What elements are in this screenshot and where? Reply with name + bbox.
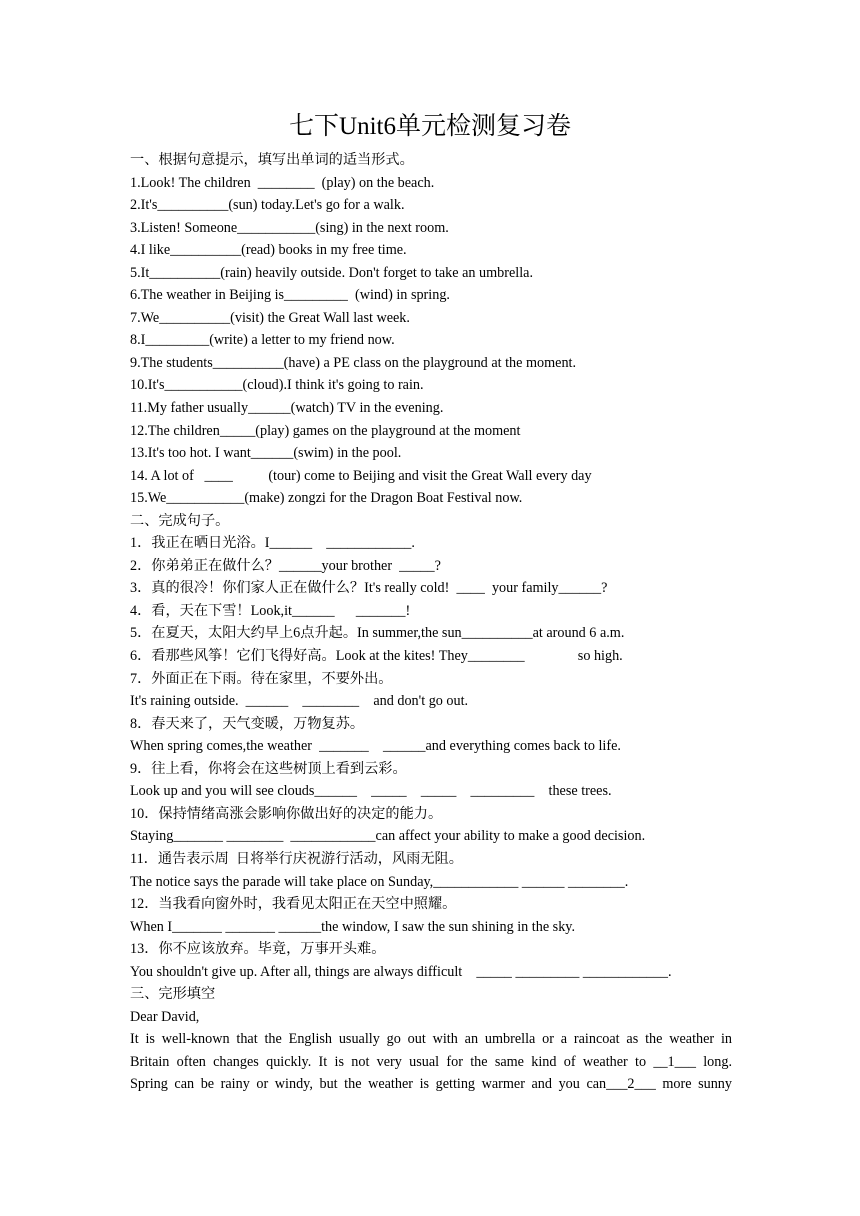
text-line: 2.It's__________(sun) today.Let's go for a walk. xyxy=(130,197,405,214)
text-line: 11.My father usually______(watch) TV in the evening. xyxy=(130,400,444,417)
text-line: 15.We___________(make) zongzi for the Dragon Boat Festival now. xyxy=(130,490,523,507)
text-line: Britain often changes quickly. It is not very usual for the same kind of weather to __1___ long. xyxy=(130,1053,732,1070)
text-line: 11．通告表示周 日将举行庆祝游行活动，风雨无阻。 xyxy=(130,850,463,867)
text-line: 4.I like__________(read) books in my free time. xyxy=(130,242,407,259)
text-line: 1．我正在晒日光浴。I______ ____________. xyxy=(130,535,415,552)
text-line: Dear David, xyxy=(130,1008,200,1025)
text-line: It's raining outside. ______ ________ and don't go out. xyxy=(130,693,469,710)
text-line: Look up and you will see clouds______ _____ _____ _________ these trees. xyxy=(130,783,612,800)
text-line: 1.Look! The children ________ (play) on the beach. xyxy=(130,174,435,191)
text-line: 8．春天来了，天气变暖，万物复苏。 xyxy=(130,715,365,732)
text-line: 3.Listen! Someone___________(sing) in the next room. xyxy=(130,219,449,236)
document-title: 七下Unit6单元检测复习卷 xyxy=(289,113,571,140)
text-line: 9.The students__________(have) a PE class on the playground at the moment. xyxy=(130,354,577,371)
text-line: 7．外面正在下雨。待在家里，不要外出。 xyxy=(130,670,393,687)
text-line: 9．往上看，你将会在这些树顶上看到云彩。 xyxy=(130,760,407,777)
text-line: 二、完成句子。 xyxy=(130,512,230,529)
text-line: 5.It__________(rain) heavily outside. Don't forget to take an umbrella. xyxy=(130,264,533,281)
text-line: 10．保持情绪高涨会影响你做出好的决定的能力。 xyxy=(130,805,443,822)
text-line: 7.We__________(visit) the Great Wall last week. xyxy=(130,309,410,326)
text-line: 12.The children_____(play) games on the playground at the moment xyxy=(130,422,521,439)
text-line: 4．看，天在下雪！Look,it______ _______! xyxy=(130,602,411,619)
text-line: Staying_______ ________ ____________can affect your ability to make a good decision. xyxy=(130,828,646,845)
text-line: 6．看那些风筝！它们飞得好高。Look at the kites! They________ so high. xyxy=(130,648,623,665)
text-line: You shouldn't give up. After all, things are always difficult _____ _________ ____________. xyxy=(130,963,672,980)
text-line: When I_______ _______ ______the window, I saw the sun shining in the sky. xyxy=(130,918,576,935)
text-line: 2．你弟弟正在做什么？______your brother _____? xyxy=(130,557,441,574)
text-line: 13．你不应该放弃。毕竟，万事开头难。 xyxy=(130,941,386,958)
text-line: 5．在夏天，太阳大约早上6点升起。In summer,the sun__________at around 6 a.m. xyxy=(130,625,625,642)
text-line: 14. A lot of ____ (tour) come to Beijing and visit the Great Wall every day xyxy=(130,467,592,484)
text-line: 8.I_________(write) a letter to my friend now. xyxy=(130,332,395,349)
text-line: 三、完形填空 xyxy=(130,986,216,1003)
text-line: 一、根据句意提示，填写出单词的适当形式。 xyxy=(130,152,414,168)
text-line: 12．当我看向窗外时，我看见太阳正在天空中照耀。 xyxy=(130,896,457,913)
text-line: The notice says the parade will take place on Sunday,____________ ______ ________. xyxy=(130,873,629,890)
text-line: 13.It's too hot. I want______(swim) in the pool. xyxy=(130,445,402,462)
text-line: When spring comes,the weather _______ ______and everything comes back to life. xyxy=(130,738,621,755)
text-line: 3．真的很冷！你们家人正在做什么？It's really cold! ____ your family______? xyxy=(130,580,608,597)
text-line: 10.It's___________(cloud).I think it's going to rain. xyxy=(130,377,424,394)
document-body xyxy=(130,149,732,1096)
text-line: 6.The weather in Beijing is_________ (wind) in spring. xyxy=(130,287,450,304)
text-line: Spring can be rainy or windy, but the weather is getting warmer and you can___2___ more sunny xyxy=(130,1076,732,1093)
text-line: It is well-known that the English usually go out with an umbrella or a raincoat as the weather in xyxy=(130,1031,732,1048)
